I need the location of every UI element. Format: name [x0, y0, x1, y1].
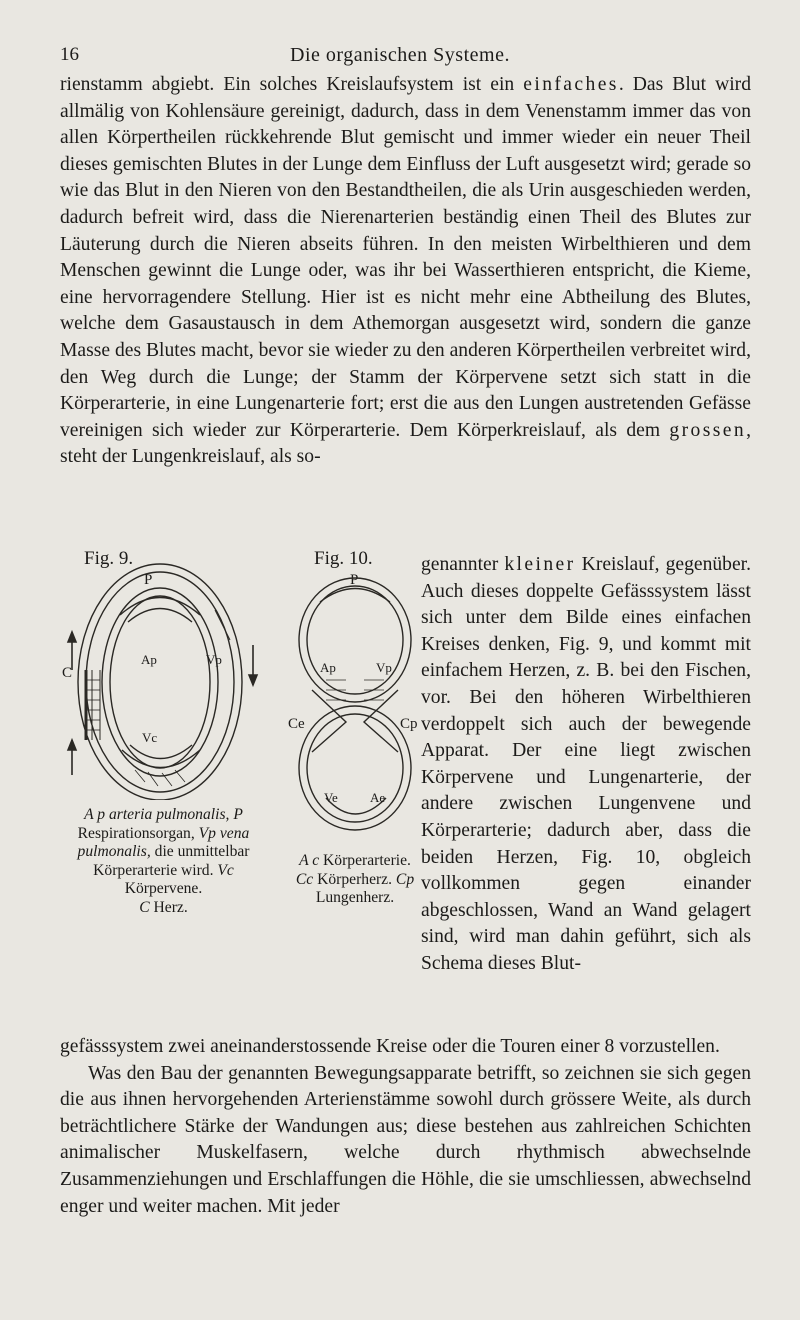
fig10-cap-ac-abbr: A c	[299, 852, 320, 869]
fig10-cap-cp-abbr: Cp	[395, 870, 415, 888]
fig9-cap-vp-text: vena pulmonalis,	[77, 824, 250, 860]
fig10-label-ap: Ap	[320, 660, 336, 675]
fig10-cap-cc-abbr: Cc	[295, 870, 314, 888]
fig10-label-ve: Ve	[324, 790, 338, 805]
figure-9	[60, 540, 265, 800]
emphasis-einfaches: einfaches	[523, 74, 619, 95]
text-segment: . Das Blut wird allmälig von Kohlensäure gereinigt, dadurch, dass in dem Venenstamm immer das von allen Körpertheilen rückkehrende Blut gemischt und immer wieder ein neuer Theil dieses gemischten Blutes in der Lunge dem Einfluss der Luft ausgesetzt wird; gerade so wie das Blut in den Nieren von den Bestandtheilen, die als Urin ausgeschieden werden, dadurch befreit wird, dass die Nierenarterien beständig einen Theil des Blutes zur Läuterung durch die Nieren abseits führen. In den meisten Wirbelthieren und dem Menschen gewinnt die Lunge oder, was ihr bei Wasserthieren entspricht, die Kieme, eine hervorragendere Stellung. Hier ist es nicht mehr eine Abtheilung des Blutes, welche dem Gasaustausch in dem Athemorgan ausgesetzt wird, sondern die ganze Masse des Blutes macht, bevor sie wieder zu den anderen Körpertheilen verbreitet wird, den Weg durch die Lunge; der Stamm der Körpervene setzt sich statt in die Körperarterie, in eine Lungenarterie fort; erst die aus den Lungen austretenden Gefässe vereinigen sich wieder zur Körperarterie. Dem Körperkreislauf, als dem	[60, 74, 751, 441]
text-segment: Kreislauf, gegenüber. Auch dieses doppelte Gefässsystem lässt sich unter dem Bilde eines einfachen Kreises denken, Fig. 9, und kommt mit einfachem Herzen, z. B. bei den Fischen, vor. Bei den höheren Wirbelthieren verdoppelt sich auch der bewegende Apparat. Der eine liegt zwischen Körpervene und Lungenarterie, der andere zwischen Lungenvene und Körperarterie; dadurch aber, dass die beiden Herzen, Fig. 10, obgleich vollkommen gegen einander abgeschlossen, Wand an Wand gelagert sind, wird man dahin geführt, sich als Schema dieses Blut-	[421, 554, 751, 974]
fig9-cap-vp-abbr: Vp	[198, 824, 216, 842]
continuation-line: gefässsystem zwei aneinanderstossende Kreise oder die Touren einer 8 vorzustellen.	[60, 1036, 720, 1057]
fig10-cap-ac-text: Körperarterie.	[323, 852, 411, 869]
body-paragraph-2	[60, 1034, 751, 1220]
fig10-cap-cp-text: Lungenherz.	[315, 889, 395, 906]
fig10-diagram	[290, 540, 420, 850]
fig10-cap-cc-text: Körperherz.	[317, 870, 393, 888]
side-column-text	[421, 552, 751, 978]
text-segment: , steht der Lungenkreislauf, als so-	[60, 419, 751, 468]
fig9-cap-vc-abbr: Vc	[217, 861, 234, 879]
text-segment: rienstamm abgiebt. Ein solches Kreislaufsystem ist ein	[60, 74, 524, 95]
emphasis-grossen: grossen	[669, 419, 747, 441]
fig10-label-ae: Ae	[370, 790, 386, 805]
fig9-caption	[56, 806, 271, 917]
fig9-label-c: C	[62, 665, 73, 681]
text-segment: genannter	[421, 554, 505, 575]
fig9-label-p: P	[144, 572, 153, 588]
fig9-cap-c-text: Herz.	[153, 898, 188, 916]
page-number: 16	[60, 44, 79, 65]
fig9-label-ap: Ap	[141, 652, 157, 667]
fig10-title: Fig. 10.	[314, 548, 373, 569]
fig9-cap-ap-text: arteria pulmonalis,	[108, 806, 230, 823]
fig10-label-p: P	[350, 572, 359, 588]
running-head: Die organischen Systeme.	[290, 44, 510, 66]
fig9-label-vp: Vp	[206, 652, 222, 667]
fig10-label-vp: Vp	[376, 660, 392, 675]
fig9-label-vc: Vc	[142, 730, 158, 745]
fig10-label-ce: Ce	[288, 716, 305, 732]
paragraph-bewegungsapparate: Was den Bau der genannten Bewegungsapparate betrifft, so zeichnen sie sich gegen die aus ihnen hervorgehenden Arterienstämme sowohl durch grössere Weite, als durch beträchtlichere Stärke der Wandungen aus; diese bestehen aus zahlreichen Schichten animalischer Muskelfasern, welche durch rhythmisch abwechselnde Zusammenziehungen und Erschlaffungen die Höhle, die sie umschliessen, abwechselnd enger und weiter machen. Mit jeder	[60, 1062, 751, 1217]
fig10-label-cp: Cp	[400, 716, 418, 732]
fig10-caption	[265, 852, 445, 908]
fig9-cap-c-abbr: C	[139, 898, 150, 916]
fig9-cap-rest: die unmittelbar Körperarterie wird.	[93, 843, 250, 879]
figure-10	[290, 540, 420, 850]
fig9-cap-vc-text: Körpervene.	[124, 880, 203, 897]
body-paragraph-1	[60, 72, 751, 471]
fig9-cap-p-abbr: P	[233, 806, 243, 823]
fig9-diagram	[60, 540, 265, 800]
fig9-cap-p-text: Respirationsorgan,	[77, 824, 195, 842]
fig9-cap-ap-abbr: A p	[84, 806, 106, 823]
emphasis-kleiner: kleiner	[504, 554, 576, 575]
fig9-title: Fig. 9.	[84, 548, 134, 569]
